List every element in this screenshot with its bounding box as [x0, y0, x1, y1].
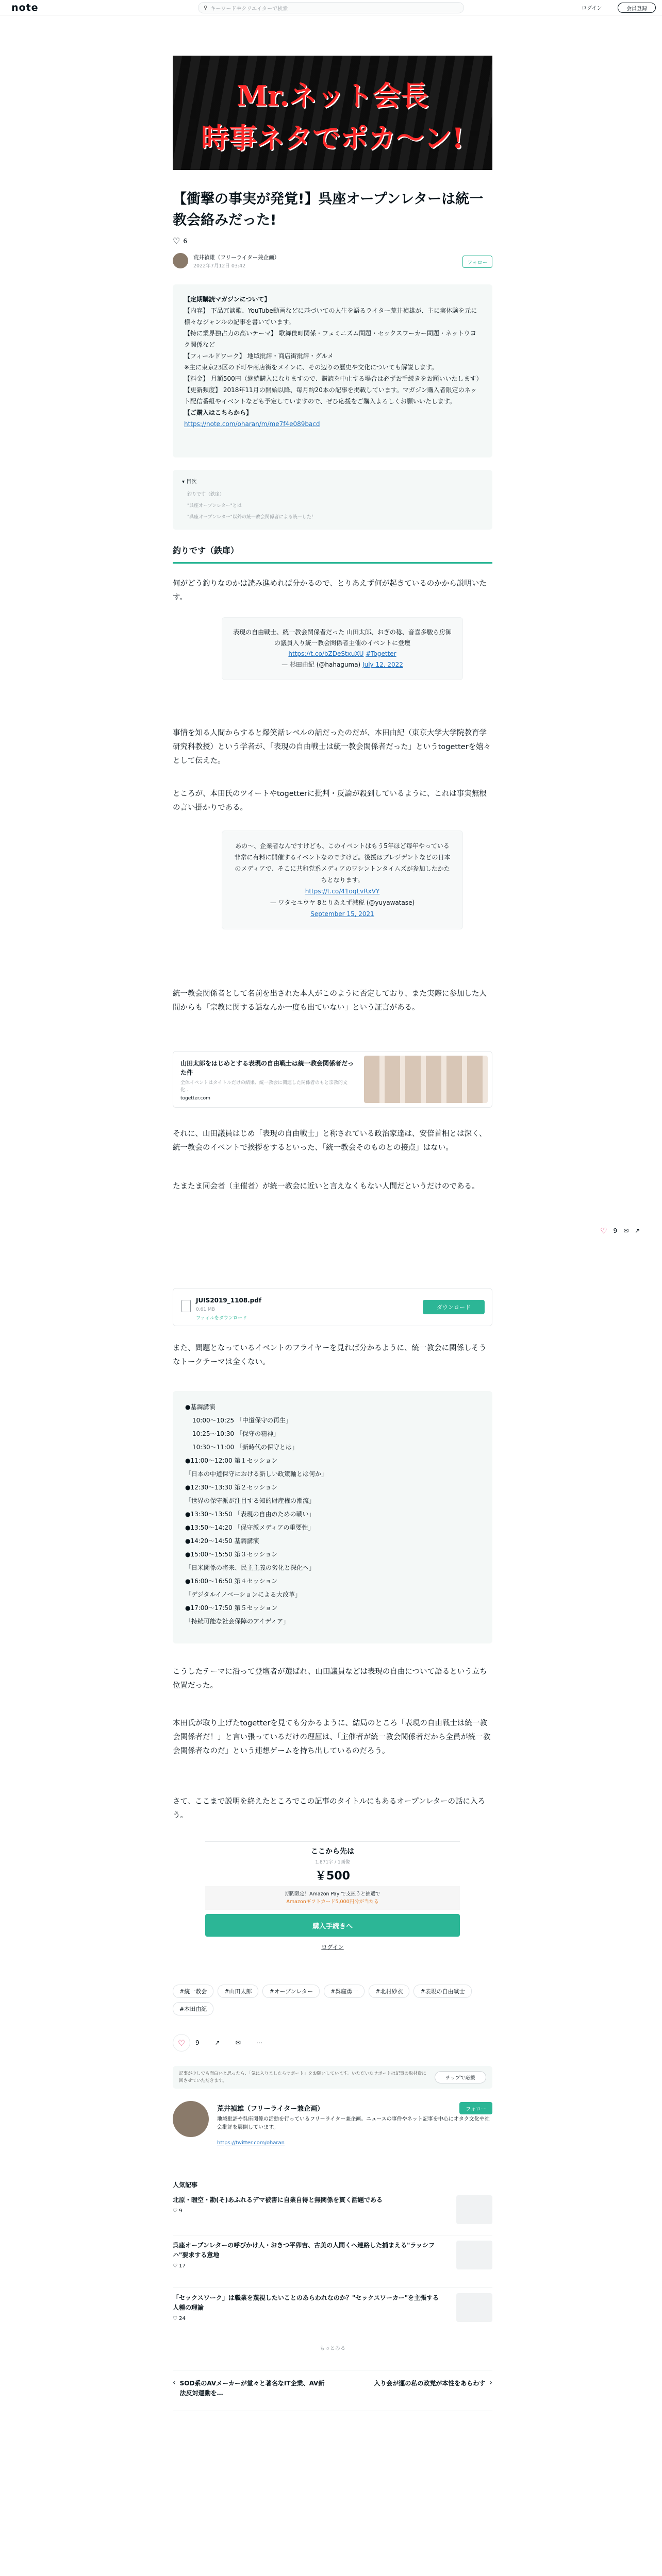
heart-icon: ♡	[173, 2208, 177, 2214]
chevron-left-icon: ‹	[173, 2379, 176, 2387]
heart-icon[interactable]: ♡	[173, 236, 180, 246]
schedule-line: ●14:20〜14:50 基調講演	[185, 1537, 259, 1545]
search-placeholder: キーワードやクリエイターで検索	[210, 6, 288, 12]
paywall-label: ここから先は	[311, 1848, 354, 1856]
paragraph: 何がどう釣りなのかは読み進めれば分かるので、とりあえず何が起きているのかから説明いたす。	[173, 580, 487, 602]
author-row	[173, 251, 492, 272]
paywall-login[interactable]: ログイン	[321, 1944, 344, 1951]
tag[interactable]: #統一教会	[173, 1985, 213, 1998]
download-button[interactable]: ダウンロード	[423, 1300, 485, 1314]
profile-url[interactable]: https://twitter.com/oharan	[217, 2140, 285, 2146]
more-icon[interactable]: ⋯	[256, 2039, 262, 2046]
more-link[interactable]: もっとみる	[320, 2346, 345, 2351]
paragraph: たまたま同会者（主催者）が統一教会に近いと言えなくもない人間だというだけのである。	[173, 1182, 479, 1191]
schedule-line: ●12:30〜13:30 第２セッション	[185, 1484, 278, 1491]
comment-icon[interactable]: ✉	[623, 1227, 629, 1234]
tweet-author: — ワタセユウヤ 8とりあえず減税 (@yuyawatase)	[270, 899, 415, 906]
purchase-button[interactable]: 購入手続きへ	[205, 1914, 460, 1937]
list-item-title: 「セックスワーク」は職業を蔑視したいことのあらわれなのか？"セックスワーカー"を主張する人種の理論	[173, 2294, 439, 2311]
login-link[interactable]: ログイン	[582, 6, 602, 11]
search-box[interactable]	[198, 2, 464, 13]
list-item-title: 北原・暇空・勘(そ)あふれるデマ被害に自業自得と無関係を貫く話題である	[173, 2196, 383, 2204]
heart-icon[interactable]: ♡	[600, 1226, 607, 1235]
tag[interactable]: #呉座勇一	[324, 1985, 365, 1998]
schedule-line: ●17:00〜17:50 第５セッション	[185, 1604, 278, 1612]
like-row	[173, 236, 187, 246]
paragraph: 事情を知る人間からすると爆笑話レベルの話だったのだが、本田由紀（東京大学大学院教育学研究科教授）という学者が、「表現の自由戦士は統一教会関係者だった」というtogetterを嬉々として伝えた。	[173, 729, 491, 765]
chevron-down-icon[interactable]: ▾	[182, 479, 185, 485]
magazine-url[interactable]: https://note.com/oharan/m/me7f4e089bacd	[184, 420, 320, 428]
list-item[interactable]	[173, 2241, 492, 2288]
search-icon: ⚲	[204, 5, 208, 11]
schedule-line: 「世界の保守派が注目する知的財産権の潮流」	[185, 1497, 316, 1504]
floating-actions	[600, 1226, 640, 1235]
like-count: 9	[195, 2039, 200, 2046]
avatar[interactable]	[173, 253, 188, 268]
share-icon[interactable]: ↗	[214, 2039, 220, 2046]
amazon-promo	[205, 1886, 460, 1910]
article-title: 【衝撃の事実が発覚!】呉座オープンレターは統一教会絡みだった!	[173, 191, 484, 228]
paragraph: 本田氏が取り上げたtogetterを見ても分かるように、結局のところ「表現の自由戦士は統一教会関係者だ！」と言い張っているだけの理屈は、「主催者が統一教会関係者だから全員が統一教会関係者なのだ」という連想ゲームを持ち出しているのだろう。	[173, 1719, 491, 1755]
magazine-line: 【料金】 月額500円（継続購入になりますので、購読を中止する場合は必ずお手続きをお願いいたします）	[184, 375, 483, 382]
link-card-desc: 全体イベントはタイトルだけの結果、統一教会に関連した関係者のもと宗教的文化…	[180, 1080, 347, 1093]
link-card-title: 山田太郎をはじめとする表現の自由戦士は統一教会関係者だった件	[180, 1060, 354, 1076]
schedule-line: 「日米関係の将来、民主主義の劣化と深化へ」	[185, 1564, 316, 1571]
magazine-line: ※主に東京23区の下町や商店街をメインに、その辺りの歴史や文化についても解説します。	[184, 364, 438, 371]
toc-label: 目次	[186, 479, 197, 485]
prev-article[interactable]	[173, 2379, 327, 2398]
tag-list	[173, 1985, 492, 2020]
list-item-thumbnail	[456, 2195, 492, 2224]
list-item-likes: 9	[179, 2208, 183, 2214]
link-card-thumbnail	[364, 1056, 488, 1103]
schedule-line: ●15:00〜15:50 第３セッション	[185, 1551, 278, 1558]
pdf-sub[interactable]: ファイルをダウンロード	[196, 1316, 247, 1321]
profile-follow-button[interactable]: フォロー	[459, 2102, 492, 2114]
hero-title-line1: Mr.ネット会長	[236, 79, 429, 112]
next-article-title: 入り会が運の私の政党が本性をあらわす	[374, 2380, 486, 2387]
author-name[interactable]: 荒井禎雄（フリーライター兼企画）	[193, 255, 280, 261]
profile-avatar[interactable]	[173, 2101, 209, 2137]
profile-card	[173, 2097, 492, 2159]
tag[interactable]: #オープンレター	[262, 1985, 320, 1998]
list-item-thumbnail	[456, 2241, 492, 2269]
schedule-box	[173, 1391, 492, 1643]
schedule-line: 10:30〜11:00 「新時代の保守とは」	[192, 1444, 298, 1451]
magazine-line: 【フィールドワーク】 地域批評・商店街批評・グルメ	[184, 352, 334, 360]
schedule-line: ●11:00〜12:00 第１セッション	[185, 1457, 278, 1464]
schedule-line: ●13:30〜13:50 「表現の自由のための戦い」	[185, 1511, 315, 1518]
magazine-info-box	[173, 284, 492, 457]
schedule-line: 「持続可能な社会保障のアイディア」	[185, 1618, 289, 1625]
popular-heading: 人気記事	[173, 2181, 198, 2189]
paragraph: さて、ここまで説明を終えたところでこの記事のタイトルにもあるオープンレターの話に入ろう。	[173, 1798, 486, 1820]
share-icon[interactable]: ↗	[635, 1227, 640, 1234]
comment-icon[interactable]: ✉	[235, 2039, 241, 2046]
hero-title-line2: 時事ネタでポカ〜ン!	[201, 122, 464, 155]
tweet-text: 表現の自由戦士、統一教会関係者だった 山田太郎、おぎの稔、音喜多駿ら房御の議員入り統一教会関係者主催のイベントに登壇	[233, 629, 452, 647]
tweet-date[interactable]: September 15, 2021	[310, 910, 374, 918]
list-item-likes: 24	[179, 2316, 186, 2321]
tweet-date[interactable]: July 12, 2022	[362, 661, 403, 668]
tag[interactable]: #本田由紀	[173, 2002, 213, 2015]
paywall-price: ￥500	[315, 1870, 350, 1883]
magazine-line: 【更新頻度】 2018年11月の開始以降、毎月約20本の記事を掲載しています。マガジン購入者限定のネット配信番組やイベントなども予定していますので、ぜひ応援をご購入よろしくお願いいたします。	[184, 386, 477, 405]
pdf-attachment	[173, 1288, 492, 1326]
register-button[interactable]: 会員登録	[618, 3, 656, 13]
prev-article-title: SOD系のAVメーカーが堂々と著名なIT企業、AV新法反対運動を…	[179, 2380, 325, 2397]
like-count: 9	[613, 1227, 618, 1234]
amazon-promo-text: 期間限定！Amazon Pay で支払うと抽選で	[285, 1891, 380, 1897]
schedule-line: 10:25〜10:30 「保守の精神」	[192, 1430, 279, 1437]
pdf-icon	[181, 1300, 191, 1312]
magazine-line: 【特に業界独占力の高いテーマ】 歌舞伎町関係・フェミニズム問題・セックスワーカー問題・ネットウヨク関係など	[184, 330, 476, 348]
magazine-line: 【内容】 下品冗談歌、YouTube動画などに基づいての人生を語るライター荒井禎雄が、主に実体験を元に様々なジャンルの記事を書いています。	[184, 307, 477, 326]
toc-item[interactable]: 釣りです（鉄扉）	[187, 492, 225, 497]
list-item-thumbnail	[456, 2293, 492, 2322]
list-item-title: 呉座オープンレターの呼びかけ人・おきつ平卯吉、古美の人間くへ連絡した捕まえる"ラッシフハ"要求する意地	[173, 2242, 435, 2259]
paywall	[205, 1841, 460, 1951]
schedule-line: 10:00〜10:25 「中道保守の再生」	[192, 1417, 292, 1424]
section-heading: 釣りです（鉄扉）	[173, 544, 492, 564]
tag[interactable]: #山田太郎	[218, 1985, 258, 1998]
prev-next-nav	[173, 2370, 492, 2411]
schedule-line: 「日本の中道保守における新しい政策軸とは何か」	[185, 1470, 328, 1478]
support-text: 記事が少しでも面白いと思ったら、「気に入りましたらサポート」をお願いしています。いただいたサポートは記事の取材費に回させていただきます。	[179, 2071, 426, 2083]
like-count: 6	[183, 237, 187, 245]
paywall-meta: 1,871字 / 1画像	[315, 1860, 350, 1865]
popular-articles	[173, 2180, 492, 2351]
paragraph: こうしたテーマに沿って登壇者が選ばれ、山田議員などは表現の自由について語るという立ち位置だった。	[173, 1668, 487, 1690]
next-article[interactable]	[338, 2379, 492, 2388]
follow-button[interactable]: フォロー	[462, 256, 492, 268]
hero-image	[173, 56, 492, 170]
article-date: 2022年7月12日 03:42	[193, 263, 246, 269]
support-button[interactable]: チップで応援	[435, 2071, 486, 2083]
link-card[interactable]	[173, 1051, 492, 1108]
chevron-right-icon: ›	[489, 2379, 492, 2387]
action-row	[173, 2034, 262, 2052]
toc-item[interactable]: "呉座オープンレター"とは	[187, 503, 242, 509]
toc-item[interactable]: "呉座オープンレター"以外の統一教会関係者による統一した！	[187, 515, 316, 520]
schedule-line: ●13:50〜14:20 「保守派メディアの重要性」	[185, 1524, 315, 1531]
note-logo[interactable]: note	[11, 2, 39, 13]
profile-name[interactable]: 荒井禎雄（フリーライター兼企画）	[217, 2105, 324, 2113]
like-button[interactable]: ♡	[173, 2034, 190, 2052]
magazine-line: 【ご購入はこちらから】	[184, 409, 253, 416]
schedule-line: 「デジタルイノベーションによる大改革」	[185, 1591, 302, 1598]
list-item[interactable]	[173, 2293, 492, 2341]
list-item-likes: 17	[179, 2263, 186, 2269]
pdf-size: 0.61 MB	[196, 1307, 215, 1312]
table-of-contents	[173, 470, 492, 530]
profile-bio: 地域批評や呉座関係の活動を行っているフリーライター兼企画。ニュースの事件やネット記事を中心にオタク文化や社会批評を展開しています。	[217, 2116, 490, 2130]
paragraph: ところが、本田氏のツイートやtogetterに批判・反論が殺到しているように、これは事実無根の言い掛かりである。	[173, 790, 487, 812]
tweet-link[interactable]: https://t.co/41oqLvRxVY	[305, 888, 380, 895]
amazon-promo-text2: Amazonギフトカード5,000円分が当たる	[286, 1899, 379, 1905]
embedded-tweet	[222, 831, 463, 929]
embedded-tweet	[222, 617, 463, 680]
tweet-hashtag[interactable]: #Togetter	[366, 650, 396, 657]
paragraph: また、問題となっているイベントのフライヤーを見れば分かるように、統一教会に関係しそうなトークテーマは全くない。	[173, 1344, 487, 1366]
tag[interactable]: #表現の自由戦士	[413, 1985, 471, 1998]
list-item[interactable]	[173, 2195, 492, 2235]
magazine-heading: 【定期購読マガジンについて】	[184, 296, 271, 303]
schedule-line: ●16:00〜16:50 第４セッション	[185, 1578, 278, 1585]
pdf-filename: JUIS2019_1108.pdf	[196, 1297, 262, 1304]
tag[interactable]: #北村紗衣	[369, 1985, 409, 1998]
paragraph: それに、山田議員はじめ「表現の自由戦士」と称されている政治家達は、安倍首相とは深く、統一教会のイベントで挨拶をするといった、「統一教会そのものとの接点」はない。	[173, 1130, 487, 1152]
support-box	[173, 2066, 492, 2089]
heart-icon: ♡	[173, 2263, 177, 2269]
tweet-author: — 杉田由紀 (@hahaguma)	[282, 661, 361, 668]
link-card-domain: togetter.com	[180, 1096, 210, 1101]
tweet-link[interactable]: https://t.co/bZDeStxuXU	[288, 650, 364, 657]
heart-icon: ♡	[173, 2316, 177, 2321]
tweet-text: あの〜、企業者なんですけども、このイベントはもう5年ほど毎年やっている非常に有料に開催するイベントなのですけど。後援はブレジデントなどの日本のメディアで、そこに共和党系メディアのワシントンタイムズが参加したかたちとなります。	[234, 842, 451, 884]
paragraph: 統一教会関係者として名前を出された本人がこのように否定しており、また実際に参加した人間からも「宗教に関する話なんか一度も出ていない」という証言がある。	[173, 990, 487, 1012]
schedule-line: ●基調講演	[185, 1403, 216, 1411]
site-header	[0, 0, 662, 15]
